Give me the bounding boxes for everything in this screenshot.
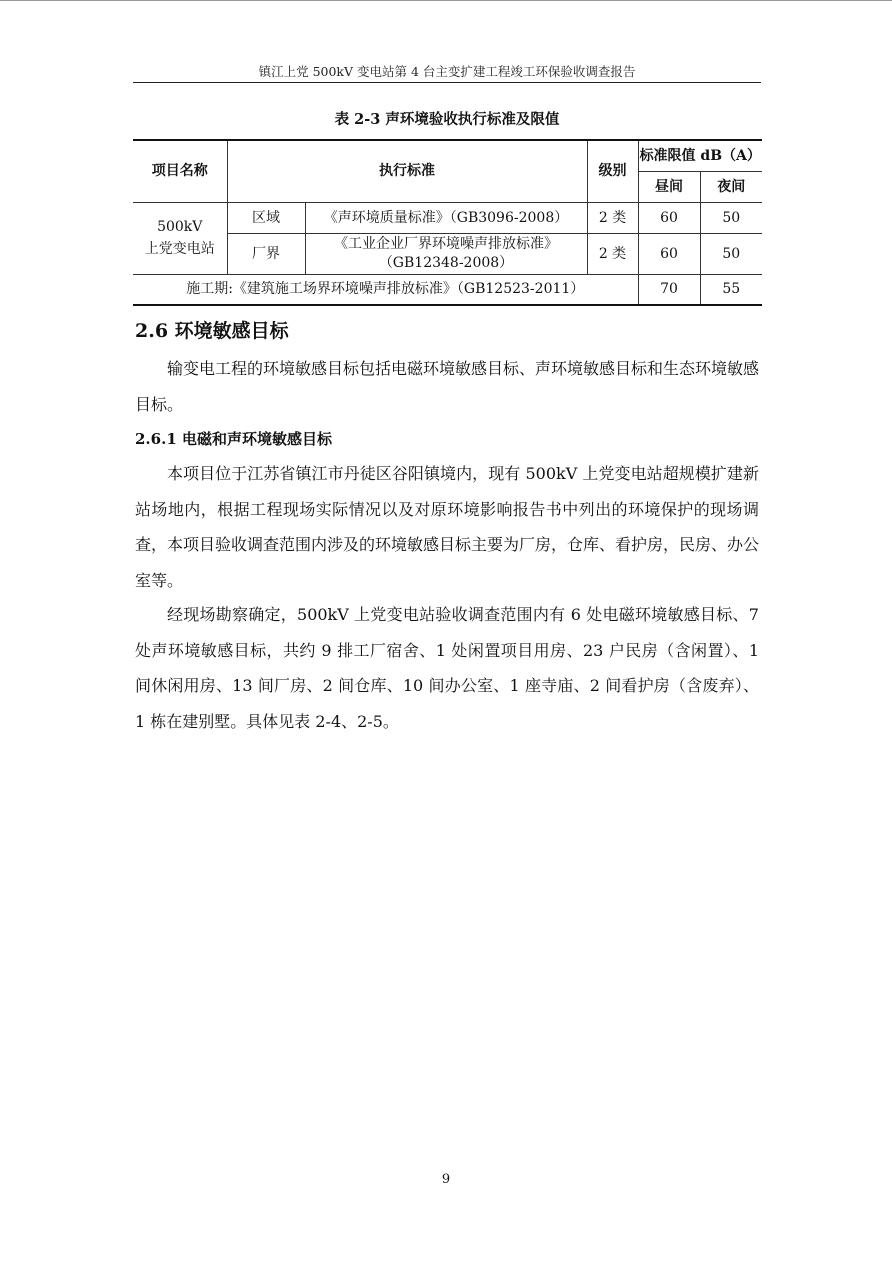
table-caption: 表 2-3 声环境验收执行标准及限值 [334,111,560,128]
table-row [133,274,762,305]
cell-day: 70 [638,274,700,305]
cell-day: 60 [638,233,700,274]
cell-area: 厂界 [227,233,305,274]
cell-night: 55 [700,274,762,305]
header-rule [133,82,761,83]
cell-standard: 《声环境质量标准》（GB3096-2008） [305,202,587,233]
table-row [133,202,762,233]
header-level: 级别 [587,140,638,202]
cell-construction-standard: 施工期:《建筑施工场界环境噪声排放标准》（GB12523-2011） [133,274,638,305]
cell-level: 2 类 [587,233,638,274]
table-row [133,233,762,274]
section-heading: 2.6 环境敏感目标 [135,320,289,342]
page-top-border [0,0,892,1]
header-standard: 执行标准 [227,140,587,202]
cell-night: 50 [700,202,762,233]
noise-standard-table [133,139,762,306]
page-number: 9 [441,1172,451,1187]
subsection-heading: 2.6.1 电磁和声环境敏感目标 [135,430,332,448]
cell-area: 区域 [227,202,305,233]
body-paragraph: 经现场勘察确定，500kV 上党变电站验收调查范围内有 6 处电磁环境敏感目标、7 处声环境敏感目标，共约 9 排工厂宿舍、1 处闲置项目用房、23 户民房（含闲置）、1 间休闲用房、13 间厂房、2 间仓库、10 间办公室、1 座寺庙、2 间看护房（含废弃）、1 栋在建别墅。具体见表 2-4、2-5。 [135,605,759,731]
intro-paragraph: 输变电工程的环境敏感目标包括电磁环境敏感目标、声环境敏感目标和生态环境敏感目标。 [135,359,760,414]
cell-project: 500kV 上党变电站 [133,202,227,274]
cell-day: 60 [638,202,700,233]
body-paragraph: 本项目位于江苏省镇江市丹徒区谷阳镇境内，现有 500kV 上党变电站超规模扩建新站场地内，根据工程现场实际情况以及对原环境影响报告书中列出的环境保护的现场调查，本项目验收调查范围内涉及的环境敏感目标主要为厂房，仓库、看护房，民房、办公室等。 [135,464,760,590]
running-header: 镇江上党 500kV 变电站第 4 台主变扩建工程竣工环保验收调查报告 [258,64,636,79]
header-day: 昼间 [638,171,700,202]
header-project-name: 项目名称 [133,140,227,202]
header-limit: 标准限值 dB（A） [638,140,762,171]
header-night: 夜间 [700,171,762,202]
cell-standard: 《工业企业厂界环境噪声排放标准》 （GB12348-2008） [305,233,587,274]
cell-night: 50 [700,233,762,274]
cell-level: 2 类 [587,202,638,233]
